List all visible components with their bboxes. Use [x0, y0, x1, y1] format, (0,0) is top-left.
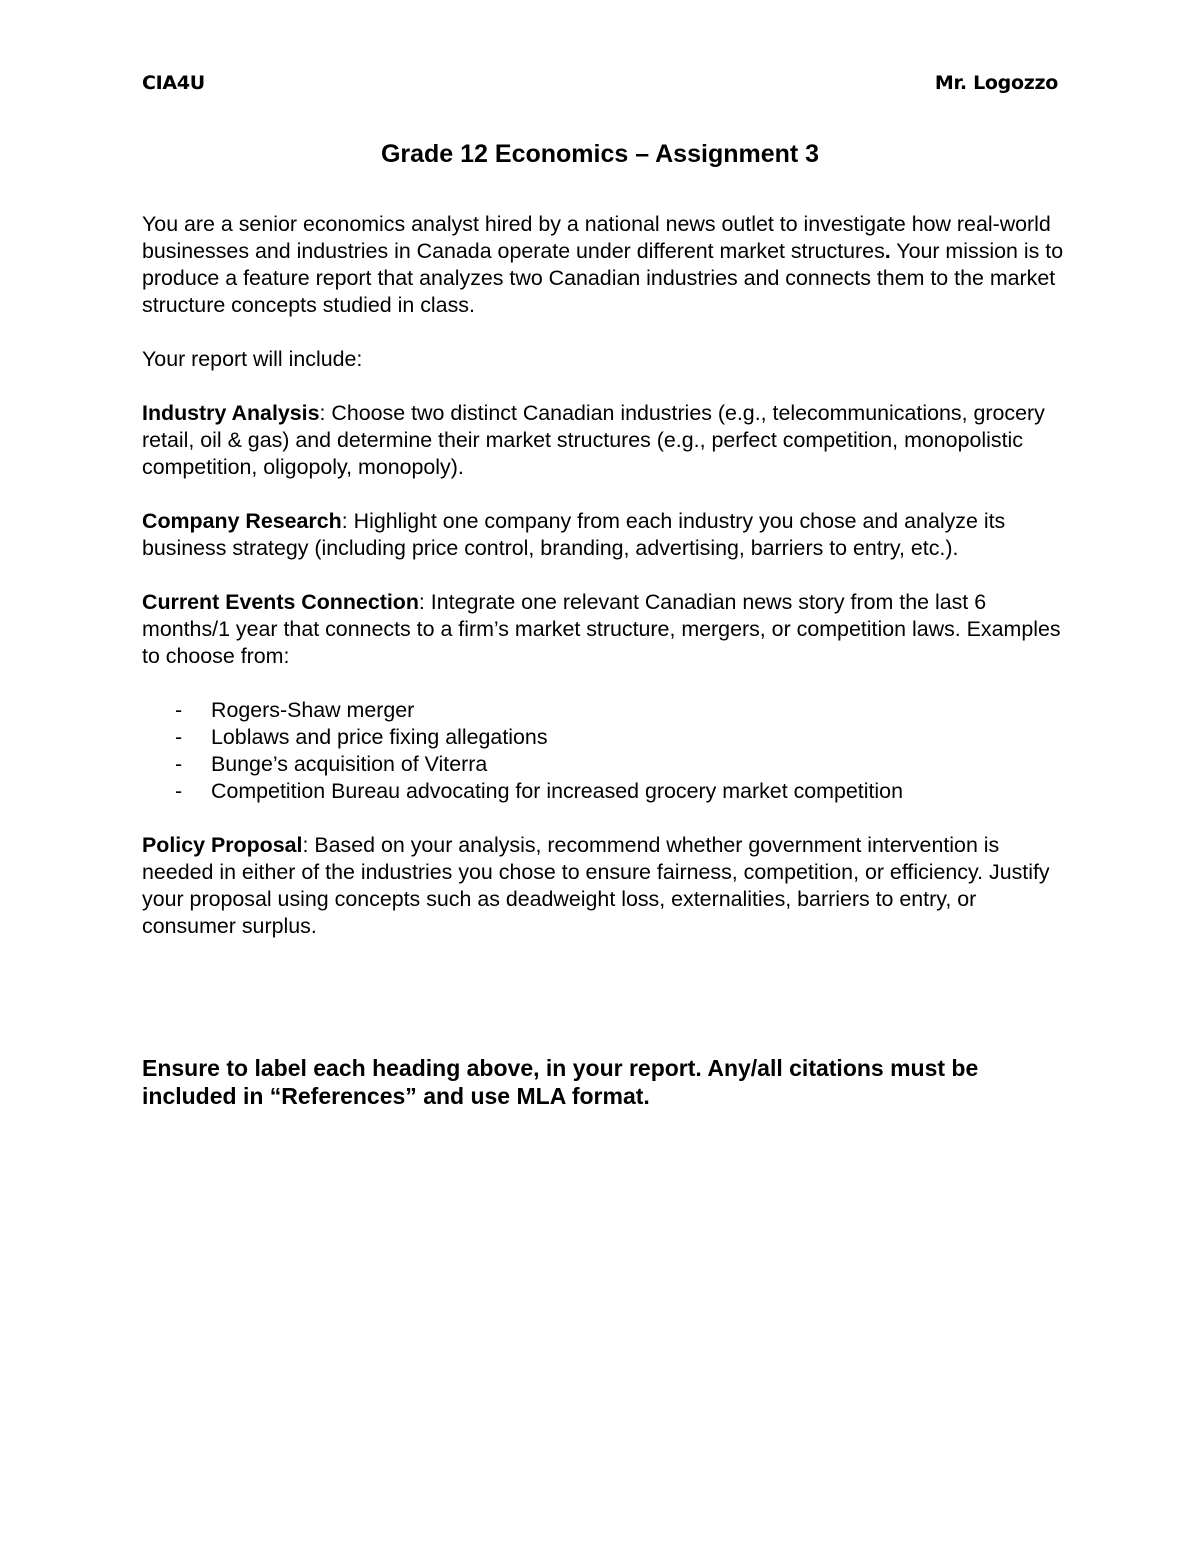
list-item-text: Bunge’s acquisition of Viterra: [211, 752, 488, 776]
examples-list: [142, 697, 1072, 805]
list-item: [142, 778, 1072, 805]
list-item-text: Competition Bureau advocating for increased grocery market competition: [211, 779, 903, 803]
section-body: : Integrate one relevant Canadian news story from the last 6 months/1 year that connects to a firm’s market structure, mergers, or competition laws. Examples to choose from:: [142, 590, 1061, 668]
section-company-research: [142, 508, 1072, 562]
bullet-dash: -: [175, 725, 183, 749]
bullet-dash: -: [175, 752, 183, 776]
report-include-line: Your report will include:: [142, 347, 363, 371]
section-policy-proposal: [142, 832, 1072, 940]
section-heading: Policy Proposal: [142, 833, 303, 857]
course-code: CIA4U: [142, 72, 205, 94]
assignment-body: [142, 211, 1072, 967]
section-body: : Choose two distinct Canadian industries (e.g., telecommunications, grocery retail, oil & gas) and determine their market structures (e.g., perfect competition, monopolistic competition, oligopoly, monopoly).: [142, 401, 1045, 479]
section-current-events: [142, 589, 1072, 670]
list-item: [142, 697, 1072, 724]
intro-text-end: Your mission is to produce a feature report that analyzes two Canadian industries and connects them to the market structure concepts studied in class.: [142, 239, 1064, 317]
list-item: [142, 724, 1072, 751]
intro-paragraph: [142, 211, 1072, 319]
list-item-text: Rogers-Shaw merger: [211, 698, 415, 722]
teacher-name: Mr. Logozzo: [934, 72, 1058, 94]
section-industry-analysis: [142, 400, 1072, 481]
section-heading: Current Events Connection: [142, 590, 419, 614]
intro-text-start: You are a senior economics analyst hired by a national news outlet to investigate how real-world businesses and industries in Canada operate under different market structures: [142, 212, 1051, 263]
list-item-text: Loblaws and price fixing allegations: [211, 725, 548, 749]
bullet-dash: -: [175, 779, 183, 803]
section-body: : Based on your analysis, recommend whether government intervention is needed in either of the industries you chose to ensure fairness, competition, or efficiency. Justify your proposal using concepts such as deadweight loss, externalities, barriers to entry, or consumer surplus.: [142, 833, 1050, 938]
section-heading: Industry Analysis: [142, 401, 320, 425]
section-body: : Highlight one company from each industry you chose and analyze its business strategy (including price control, branding, advertising, barriers to entry, etc.).: [142, 509, 1006, 560]
section-heading: Company Research: [142, 509, 342, 533]
list-item: [142, 751, 1072, 778]
bullet-dash: -: [175, 698, 183, 722]
intro-bold-period: .: [884, 239, 891, 263]
closing-instructions: Ensure to label each heading above, in your report. Any/all citations must be included in “References” and use MLA format.: [142, 1055, 979, 1109]
page-title: Grade 12 Economics – Assignment 3: [380, 140, 820, 168]
